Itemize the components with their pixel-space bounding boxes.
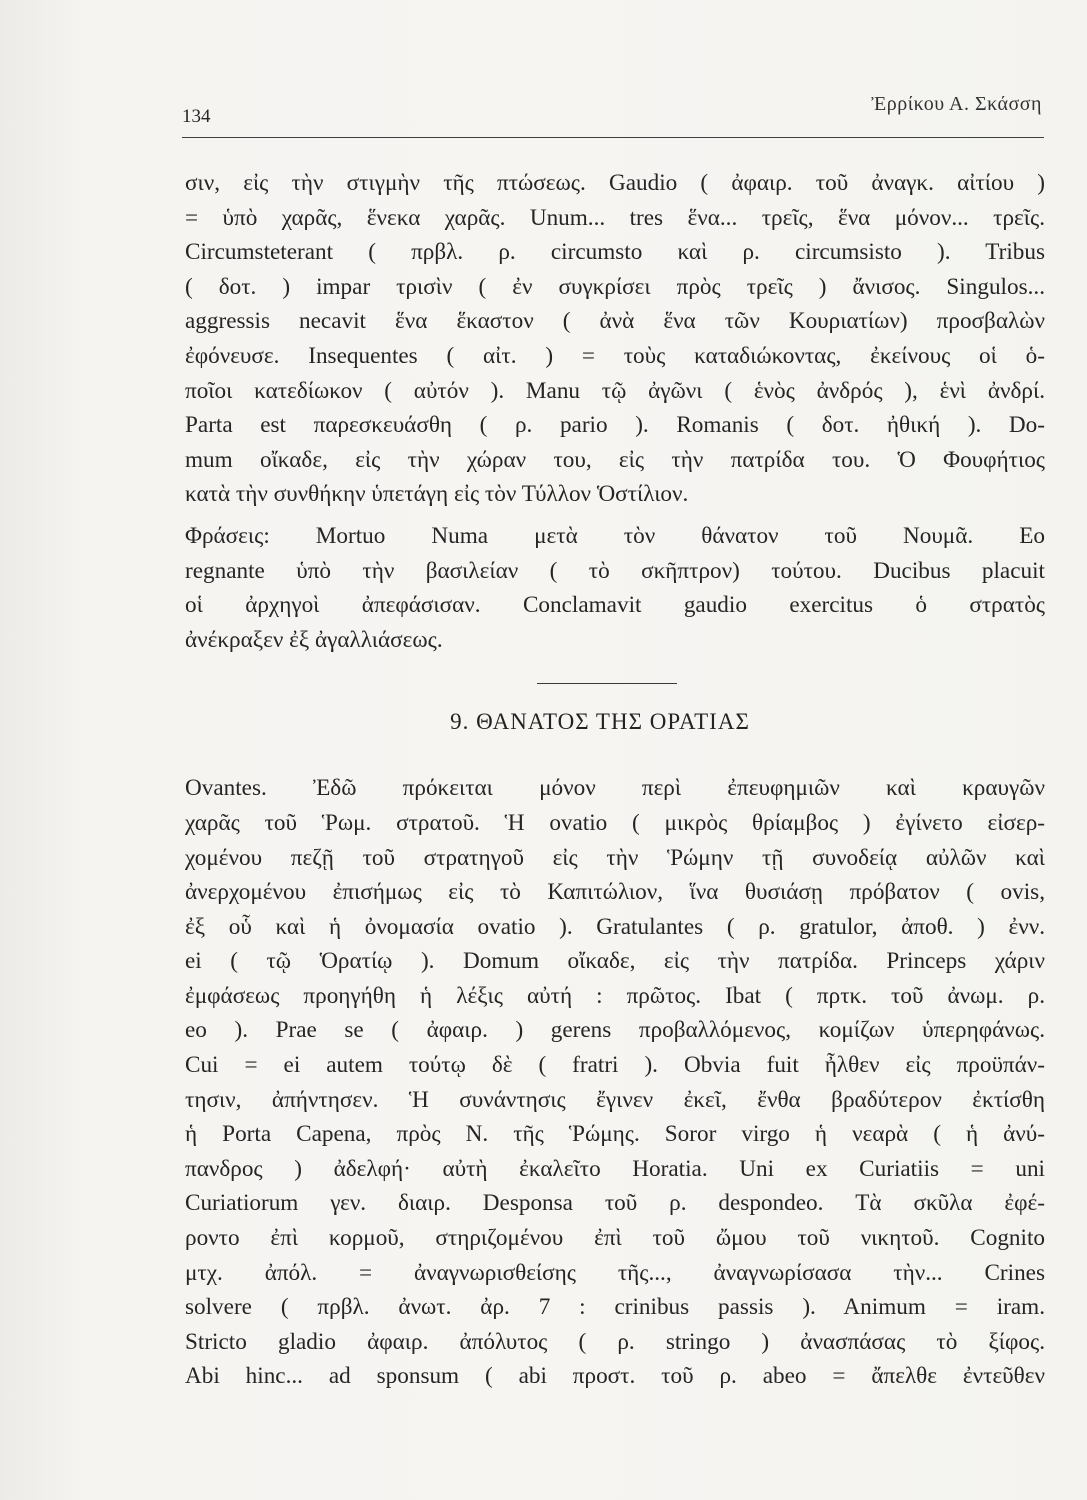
- text-line: μτχ. ἀπόλ. = ἀναγνωρισθείσης τῆς..., ἀναγνωρίσασα τὴν... Crines: [185, 1259, 1045, 1286]
- section-separator: [537, 683, 677, 684]
- text-line: solvere ( πρβλ. ἀνωτ. ἀρ. 7 : crinibus passis ). Animum = iram.: [185, 1294, 1045, 1321]
- text-line: Curiatiorum γεν. διαιρ. Desponsa τοῦ ρ. despondeo. Τὰ σκῦλα ἐφέ-: [185, 1190, 1045, 1217]
- paragraph-gap: [185, 512, 1045, 519]
- text-line: ἐξ οὗ καὶ ἡ ὀνομασία ovatio ). Gratulantes ( ρ. gratulor, ἀποθ. ) ἐνν.: [185, 913, 1045, 940]
- text-line: ροντο ἐπὶ κορμοῦ, στηριζομένου ἐπὶ τοῦ ὤμου τοῦ νικητοῦ. Cognito: [185, 1225, 1045, 1252]
- text-line: = ὑπὸ χαρᾶς, ἕνεκα χαρᾶς. Unum... tres ἕνα... τρεῖς, ἕνα μόνον... τρεῖς.: [185, 204, 1045, 231]
- text-line: mum οἴκαδε, εἰς τὴν χώραν του, εἰς τὴν πατρίδα του. Ὁ Φουφήτιος: [185, 446, 1045, 473]
- text-line: aggressis necavit ἕνα ἕκαστον ( ἀνὰ ἕνα τῶν Κουριατίων) προσβαλὼν: [185, 308, 1045, 335]
- text-line: χαρᾶς τοῦ Ῥωμ. στρατοῦ. Ἡ ovatio ( μικρὸς θρίαμβος ) ἐγίνετο εἰσερ-: [185, 809, 1045, 836]
- text-line: πανδρος ) ἀδελφή· αὐτὴ ἐκαλεῖτο Horatia. Uni ex Curiatiis = uni: [185, 1155, 1045, 1182]
- text-line: ei ( τῷ Ὁρατίῳ ). Domum οἴκαδε, εἰς τὴν πατρίδα. Princeps χάριν: [185, 948, 1045, 975]
- page-body: [185, 166, 1045, 1394]
- text-line: ποῖοι κατεδίωκον ( αὐτόν ). Manu τῷ ἀγῶνι ( ἑνὸς ἀνδρός ), ἑνὶ ἀνδρί.: [185, 377, 1045, 404]
- header-rule: [182, 137, 1044, 138]
- text-line: Ovantes. Ἐδῶ πρόκειται μόνον περὶ ἐπευφημιῶν καὶ κραυγῶν: [185, 775, 1045, 802]
- text-line: regnante ὑπὸ τὴν βασιλείαν ( τὸ σκῆπτρον) τούτου. Ducibus placuit: [185, 557, 1045, 584]
- text-line: Abi hinc... ad sponsum ( abi προστ. τοῦ ρ. abeo = ἄπελθε ἐντεῦθεν: [185, 1363, 1045, 1390]
- text-line: ἐμφάσεως προηγήθη ἡ λέξις αὐτή : πρῶτος. Ibat ( πρτκ. τοῦ ἀνωμ. ρ.: [185, 982, 1045, 1009]
- text-line: σιν, εἰς τὴν στιγμὴν τῆς πτώσεως. Gaudio ( ἀφαιρ. τοῦ ἀναγκ. αἰτίου ): [185, 170, 1045, 196]
- text-line: ἀνέκραξεν ἐξ ἀγαλλιάσεως.: [185, 626, 443, 653]
- text-line: eo ). Prae se ( ἀφαιρ. ) gerens προβαλλόμενος, κομίζων ὑπερηφάνως.: [185, 1017, 1045, 1044]
- text-line: Cui = ei autem τούτῳ δὲ ( fratri ). Obvia fuit ἦλθεν εἰς προϋπάν-: [185, 1052, 1045, 1079]
- text-line: ἐφόνευσε. Insequentes ( αἰτ. ) = τοὺς καταδιώκοντας, ἐκείνους οἱ ὁ-: [185, 342, 1045, 369]
- text-line: τησιν, ἀπήντησεν. Ἡ συνάντησις ἔγινεν ἐκεῖ, ἔνθα βραδύτερον ἐκτίσθη: [185, 1086, 1045, 1113]
- page-header: [182, 93, 1044, 127]
- paragraph-phrases: [185, 519, 1045, 657]
- text-line: Φράσεις: Mortuo Numa μετὰ τὸν θάνατον τοῦ Νουμᾶ. Eo: [185, 522, 1045, 549]
- text-line: χομένου πεζῇ τοῦ στρατηγοῦ εἰς τὴν Ῥώμην τῇ συνοδείᾳ αὐλῶν καὶ: [185, 844, 1045, 871]
- paragraph-1: [185, 166, 1045, 512]
- text-line: Stricto gladio ἀφαιρ. ἀπόλυτος ( ρ. stringo ) ἀνασπάσας τὸ ξίφος.: [185, 1328, 1045, 1355]
- title-gap: [185, 743, 1045, 771]
- text-line: κατὰ τὴν συνθήκην ὑπετάγη εἰς τὸν Τύλλον Ὁστίλιον.: [185, 481, 689, 508]
- text-line: οἱ ἀρχηγοὶ ἀπεφάσισαν. Conclamavit gaudio exercitus ὁ στρατὸς: [185, 592, 1045, 619]
- text-line: Circumsteterant ( πρβλ. ρ. circumsto καὶ ρ. circumsisto ). Tribus: [185, 239, 1045, 266]
- running-head: Ἐρρίκου Α. Σκάσση: [871, 93, 1042, 115]
- page-number: 134: [182, 106, 211, 127]
- text-line: Parta est παρεσκευάσθη ( ρ. pario ). Romanis ( δοτ. ἠθική ). Do-: [185, 412, 1045, 439]
- separator-wrap: [185, 657, 1045, 701]
- text-line: ἡ Porta Capena, πρὸς Ν. τῆς Ῥώμης. Soror virgo ἡ νεαρὰ ( ἡ ἀνύ-: [185, 1121, 1045, 1148]
- section-title: 9. ΘΑΝΑΤΟΣ ΤΗΣ ΟΡΑΤΙΑΣ: [450, 709, 750, 735]
- text-line: ἀνερχομένου ἐπισήμως εἰς τὸ Καπιτώλιον, ἵνα θυσιάσῃ πρόβατον ( ovis,: [185, 879, 1045, 906]
- paragraph-3: [185, 771, 1045, 1394]
- text-line: ( δοτ. ) impar τρισὶν ( ἐν συγκρίσει πρὸς τρεῖς ) ἄνισος. Singulos...: [185, 273, 1045, 300]
